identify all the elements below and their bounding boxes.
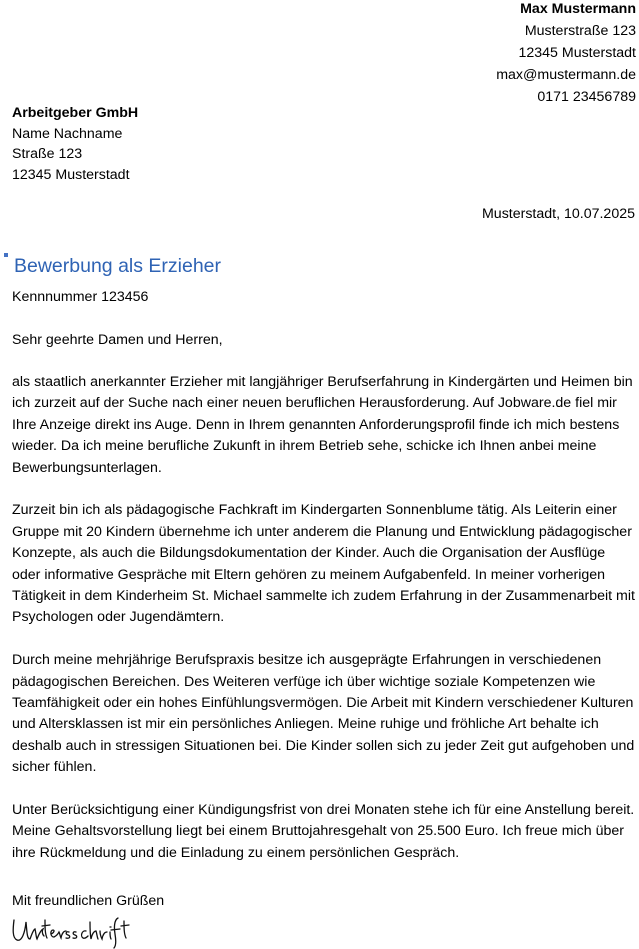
closing-phrase: Mit freundlichen Grüßen [12, 893, 165, 909]
salutation: Sehr geehrte Damen und Herren, [12, 332, 223, 348]
sender-street: Musterstraße 123 [524, 23, 636, 39]
recipient-street: Straße 123 [12, 146, 83, 162]
body-paragraph: Zurzeit bin ich als pädagogische Fachkraft im Kindergarten Sonnenblume tätig. Als Leiterin einer Gruppe mit 20 Kindern übernehme ich unter anderem die Planung und Entwicklung pädagogischer Konzepte, als auch die Bildungsdokumentation der Kinder. Auch die Organisation der Ausflüge oder informative Gespräche mit Eltern gehören zu meinem Aufgabenfeld. In meiner vorherigen Tätigkeit in dem Kinderheim St. Michael sammelte ich zudem Erfahrung in der Zusammenarbeit mit Psychologen oder Jugendämtern. [12, 502, 635, 626]
recipient-city: 12345 Musterstadt [12, 166, 130, 183]
letter-body [12, 372, 637, 886]
recipient-contact: Name Nachname [12, 125, 123, 142]
sender-email: max@mustermann.de [496, 67, 636, 83]
sender-city: 12345 Musterstadt [518, 45, 636, 61]
letter-date: Musterstadt, 10.07.2025 [481, 206, 635, 222]
subject-heading: Bewerbung als Erzieher [14, 255, 222, 277]
signature-image [8, 912, 138, 949]
sender-name: Max Mustermann [520, 1, 636, 17]
body-paragraph: als staatlich anerkannter Erzieher mit langjähriger Berufserfahrung in Kindergärten und Heimen bin ich zurzeit auf der Suche nach einer neuen beruflichen Herausforderung. Auf Jobware.de fiel mir Ihre Anzeige direkt ins Auge. Denn in Ihrem genannten Anforderungsprofil finde ich mich bestens wieder. Da ich meine berufliche Zukunft in ihrem Betrieb sehe, schicke ich Ihnen anbei meine Bewerbungsunterlagen. [12, 374, 633, 476]
body-paragraph: Durch meine mehrjährige Berufspraxis besitze ich ausgeprägte Erfahrungen in verschiedenen pädagogischen Bereichen. Des Weiteren verfüge ich über wichtige soziale Kompetenzen wie Teamfähigkeit oder ein hohes Einfühlungsvermögen. Die Arbeit mit Kindern verschiedener Kulturen und Altersklassen ist mir ein persönliches Anliegen. Meine ruhige und fröhliche Art behalte ich deshalb auch in stressigen Situationen bei. Die Kinder sollen sich zu jeder Zeit gut aufgehoben und sicher fühlen. [12, 652, 635, 776]
sender-phone: 0171 23456789 [537, 89, 636, 105]
recipient-block [12, 103, 138, 185]
body-paragraph: Unter Berücksichtigung einer Kündigungsfrist von drei Monaten stehe ich für eine Anstellung bereit. Meine Gehaltsvorstellung liegt bei einem Bruttojahresgehalt von 25.500 Euro. Ich freue mich über ihre Rückmeldung und die Einladung zu einem persönlichen Gespräch. [12, 802, 635, 861]
reference-number: Kennnummer 123456 [12, 289, 149, 305]
recipient-company: Arbeitgeber GmbH [12, 105, 139, 121]
heading-marker [4, 253, 8, 257]
sender-block [496, 0, 636, 108]
